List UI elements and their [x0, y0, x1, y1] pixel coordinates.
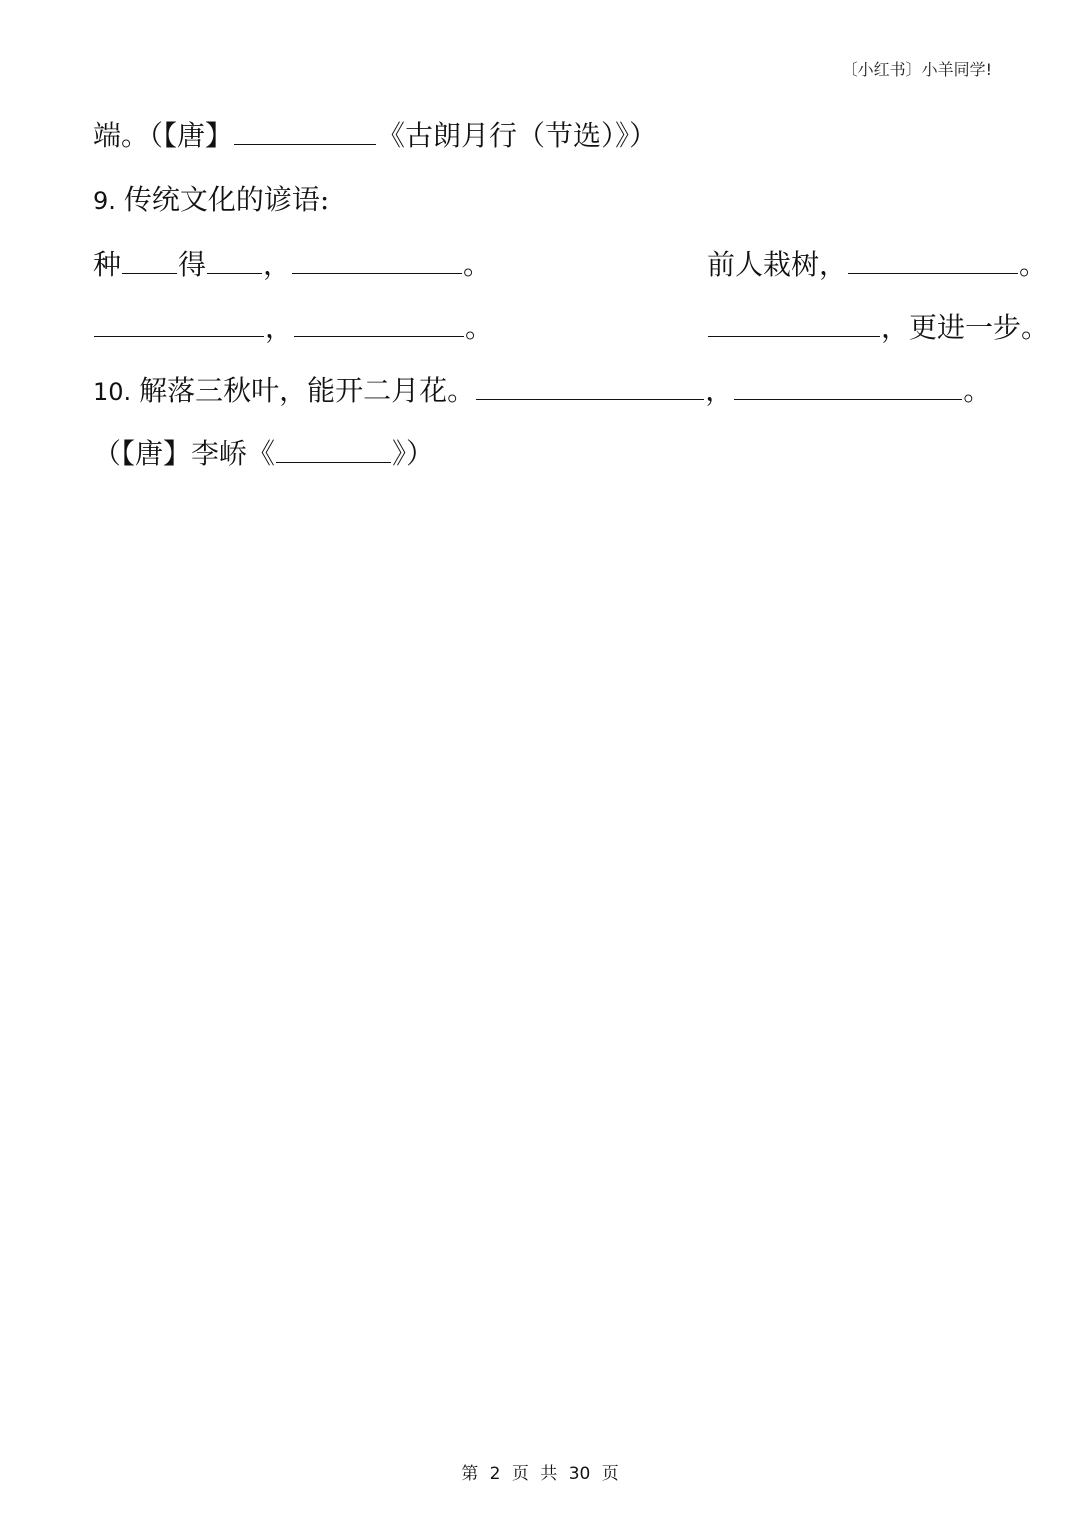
item10-period: 。 [963, 374, 992, 407]
item10-source-end: 》） [392, 437, 435, 470]
proverb1-blank-a[interactable] [122, 243, 177, 274]
proverb4-text: ，更进一步。 [881, 311, 1050, 344]
proverb3-comma: ， [265, 311, 294, 344]
item10-blank-b[interactable] [734, 369, 962, 400]
proverb3-blank-b[interactable] [294, 306, 464, 337]
proverb1-blank-c[interactable] [292, 243, 462, 274]
item10-blank-a[interactable] [476, 369, 704, 400]
proverb1-blank-b[interactable] [207, 243, 262, 274]
item10-source-start: （【唐】李峤《 [93, 437, 276, 470]
item10-text: 解落三秋叶，能开二月花。 [139, 374, 476, 407]
proverb3-blank-a[interactable] [94, 306, 264, 337]
proverb3-period: 。 [465, 311, 494, 344]
proverb1-period: 。 [463, 248, 492, 281]
proverb2-group [707, 243, 1047, 285]
proverb2-text: 前人栽树， [707, 248, 848, 281]
item9-row1 [93, 243, 1048, 283]
item8-tail-title: 《古朗月行（节选）》） [377, 119, 658, 152]
poet-blank[interactable] [234, 114, 376, 145]
item9-heading: 传统文化的谚语: [123, 183, 330, 216]
item8-tail-line [93, 114, 657, 154]
page-number: 第 2 页 共 30 页 [461, 1464, 619, 1484]
item8-tail-start: 端。（【唐】 [93, 119, 234, 152]
item10-title-blank[interactable] [276, 432, 391, 463]
item10-comma: ， [705, 374, 734, 407]
proverb4-group [707, 306, 1049, 348]
proverb1-word-a: 种 [93, 248, 122, 281]
header-note: 〔小红书〕小羊同学! [841, 60, 992, 79]
proverb2-blank[interactable] [848, 243, 1018, 274]
item10-source-line [93, 432, 434, 472]
item10-number: 10. [93, 378, 132, 406]
item9-row2 [93, 306, 1050, 346]
proverb2-period: 。 [1019, 248, 1048, 281]
proverb1-word-b: 得 [178, 248, 207, 281]
item10-line [93, 369, 991, 409]
item9-number: 9. [93, 187, 116, 215]
proverb4-blank[interactable] [708, 306, 880, 337]
item9-heading-line [93, 180, 329, 220]
proverb1-comma: ， [263, 248, 292, 281]
